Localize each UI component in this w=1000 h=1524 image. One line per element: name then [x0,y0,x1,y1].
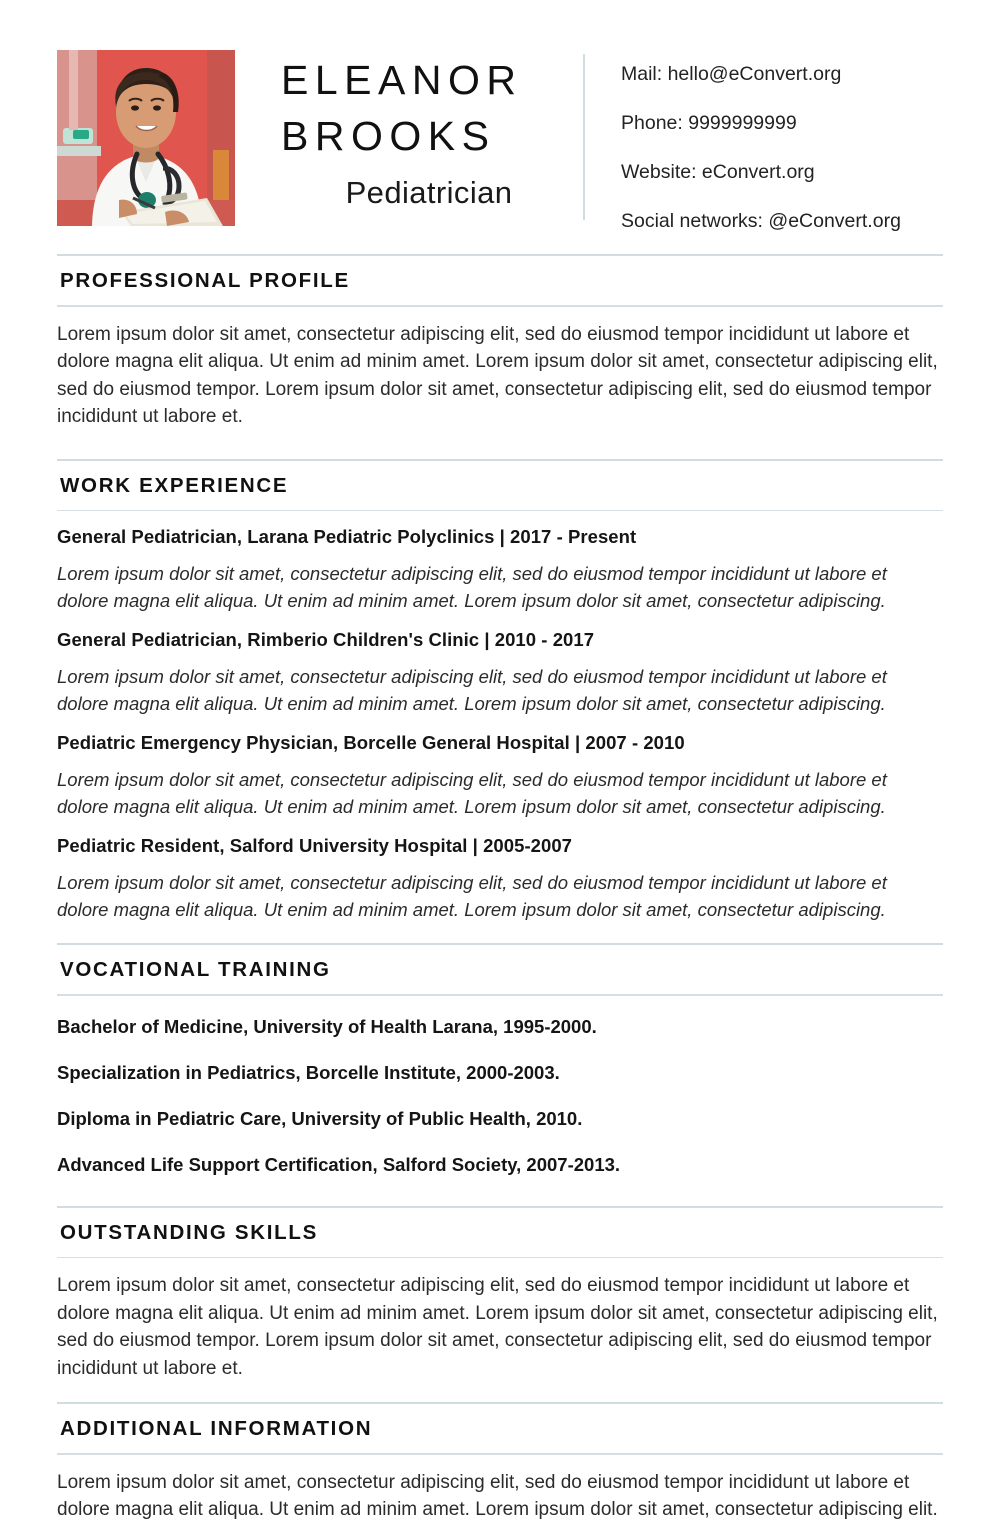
resume-header [57,0,943,232]
job-title: Pediatrician [345,175,513,210]
spacer [57,923,943,943]
section-work-experience [57,459,943,924]
spacer [57,1382,943,1402]
identity-block [235,50,583,216]
work-entry-description: Lorem ipsum dolor sit amet, consectetur adipiscing elit, sed do eiusmod tempor incididunt ut labore et dolore magna elit aliqua. Ut enim ad minim amet. Lorem ipsum dolor sit amet, consectetur adipiscing. [57,666,887,714]
work-entry-heading: Pediatric Resident, Salford University Hospital | 2005-2007 [57,835,573,856]
work-entry-heading: Pediatric Emergency Physician, Borcelle General Hospital | 2007 - 2010 [57,732,685,753]
first-name: ELEANOR [281,57,523,103]
work-entry-description: Lorem ipsum dolor sit amet, consectetur adipiscing elit, sed do eiusmod tempor incididunt ut labore et dolore magna elit aliqua. Ut enim ad minim amet. Lorem ipsum dolor sit amet, consectetur adipiscing. [57,872,887,920]
last-name: BROOKS [281,113,496,159]
contact-website[interactable]: Website: eConvert.org [621,161,815,183]
spacer [57,1178,943,1206]
work-entry [57,820,943,923]
section-title-additional-information: ADDITIONAL INFORMATION [60,1417,373,1440]
section-additional-information [57,1402,943,1524]
spacer [57,431,943,459]
training-item: Bachelor of Medicine, University of Health Larana, 1995-2000. [57,1015,597,1037]
section-title-professional-profile: PROFESSIONAL PROFILE [60,269,350,292]
section-professional-profile [57,254,943,431]
work-entry-heading: General Pediatrician, Larana Pediatric Polyclinics | 2017 - Present [57,526,637,547]
profile-photo [57,50,235,226]
training-item: Diploma in Pediatric Care, University of Public Health, 2010. [57,1107,583,1129]
training-item: Advanced Life Support Certification, Salford Society, 2007-2013. [57,1153,621,1175]
portrait-photo-icon [57,50,235,226]
section-title-work-experience: WORK EXPERIENCE [60,473,289,497]
work-entry [57,614,943,717]
additional-information-text: Lorem ipsum dolor sit amet, consectetur adipiscing elit, sed do eiusmod tempor incididunt ut labore et dolore magna elit aliqua. Ut enim ad minim amet. Lorem ipsum dolor sit amet, consectetur adipiscing elit. [57,1471,938,1520]
work-entry-description: Lorem ipsum dolor sit amet, consectetur adipiscing elit, sed do eiusmod tempor incididunt ut labore et dolore magna elit aliqua. Ut enim ad minim amet. Lorem ipsum dolor sit amet, consectetur adipiscing. [57,769,887,817]
outstanding-skills-text: Lorem ipsum dolor sit amet, consectetur adipiscing elit, sed do eiusmod tempor incididunt ut labore et dolore magna elit aliqua. Ut enim ad minim amet. Lorem ipsum dolor sit amet, consectetur adipiscing elit, sed do eiusmod tempor. Lorem ipsum dolor sit amet, consectetur adipiscing elit, sed do eiusmod tempor incididunt ut labore et. [57,1275,938,1379]
section-title-outstanding-skills: OUTSTANDING SKILLS [60,1220,318,1244]
section-vocational-training [57,943,943,1178]
contact-social[interactable]: Social networks: @eConvert.org [621,210,901,232]
section-outstanding-skills [57,1206,943,1383]
work-entry-heading: General Pediatrician, Rimberio Children's Clinic | 2010 - 2017 [57,629,595,650]
contact-mail[interactable]: Mail: hello@eConvert.org [621,63,842,85]
work-entry-description: Lorem ipsum dolor sit amet, consectetur adipiscing elit, sed do eiusmod tempor incididunt ut labore et dolore magna elit aliqua. Ut enim ad minim amet. Lorem ipsum dolor sit amet, consectetur adipiscing. [57,563,887,611]
work-entry [57,511,943,614]
work-entry [57,717,943,820]
contact-phone[interactable]: Phone: 9999999999 [621,112,797,134]
professional-profile-text: Lorem ipsum dolor sit amet, consectetur adipiscing elit, sed do eiusmod tempor incididunt ut labore et dolore magna elit aliqua. Ut enim ad minim amet. Lorem ipsum dolor sit amet, consectetur adipiscing elit, sed do eiusmod tempor. Lorem ipsum dolor sit amet, consectetur adipiscing elit, sed do eiusmod tempor incididunt ut labore et. [57,323,938,427]
training-item: Specialization in Pediatrics, Borcelle Institute, 2000-2003. [57,1061,560,1083]
section-title-vocational-training: VOCATIONAL TRAINING [60,958,331,981]
contact-block [585,50,943,233]
